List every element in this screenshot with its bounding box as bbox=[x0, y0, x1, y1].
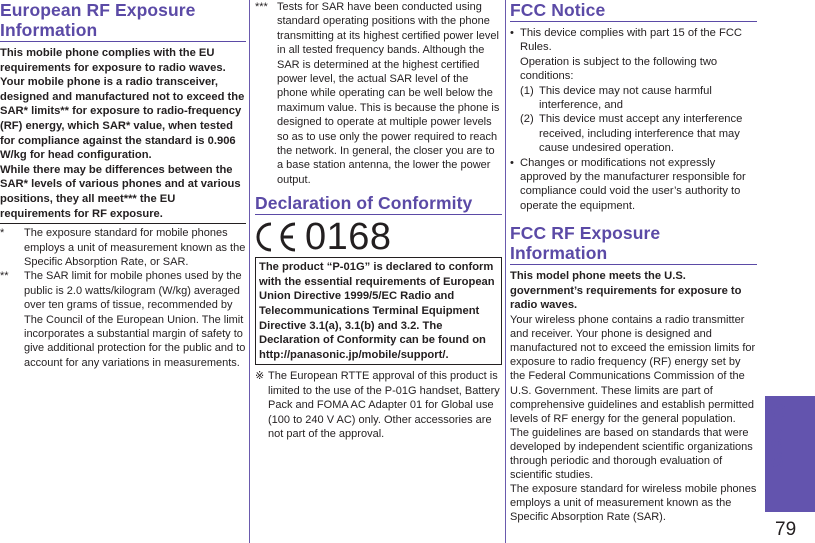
condition-text: This device may not cause harmful interference, and bbox=[539, 84, 712, 112]
condition-item bbox=[510, 112, 757, 155]
column-divider-1 bbox=[249, 0, 250, 543]
column-declaration bbox=[255, 0, 502, 441]
fcc-intro-bold: This model phone meets the U.S. government’s requirements for exposure to radio waves. bbox=[510, 270, 742, 312]
fcc-body-text: Your wireless phone contains a radio transmitter and receiver. Your phone is designed and manufactured not to exceed the emission limits for exposure to radio frequency (RF) energy set by the Federal Communications Commission of the U.S. Government. These limits are part of comprehensive guidelines and establish permitted levels of RF energy for the general population. The guidelines are based on standards that were developed by independent scientific organizations through periodic and thorough evaluation of scientific studies. bbox=[510, 314, 756, 482]
note-text: Tests for SAR have been conducted using standard operating positions with the phone transmitting at its highest certified power level in all tested frequency bands. Although the SAR is determined at the highest certified power level, the actual SAR level of the phone while operating can be well below the maximum value. This is because the phone is designed to operate at multiple power levels so as to use only the power required to reach the network. In general, the closer you are to a base station antenna, the lower the power output. bbox=[277, 1, 500, 186]
note-item bbox=[0, 226, 246, 269]
bullet-item bbox=[510, 156, 757, 214]
bullet-item bbox=[510, 26, 757, 55]
condition-mark: (2) bbox=[520, 113, 534, 126]
condition-text: This device must accept any interference received, including interference that may cause undesired operation. bbox=[539, 113, 743, 155]
note-mark: *** bbox=[255, 1, 268, 13]
rtte-note bbox=[255, 369, 502, 441]
note-item bbox=[0, 269, 246, 370]
condition-mark: (1) bbox=[520, 84, 534, 97]
section-title-fcc-notice: FCC Notice bbox=[510, 0, 757, 22]
ce-mark-row bbox=[255, 216, 502, 259]
notes-list bbox=[0, 223, 246, 370]
column-fcc bbox=[510, 0, 757, 524]
section-title-fcc-rf: FCC RF Exposure Information bbox=[510, 223, 757, 265]
bullet-icon: • bbox=[510, 27, 514, 39]
section-title-european-rf: European RF Exposure Information bbox=[0, 0, 246, 42]
note-text: The SAR limit for mobile phones used by the public is 2.0 watts/kilogram (W/kg) averaged over ten grams of tissue, recommended by The Council of the European Union. The limit incorporates a substantial margin of safety to give additional protection for the public and to account for any variations in measurements. bbox=[24, 270, 246, 369]
reference-mark-icon: ※ bbox=[255, 370, 265, 383]
bullet-text: This device complies with part 15 of the FCC Rules. bbox=[520, 27, 742, 54]
notified-body-number: 0168 bbox=[305, 216, 392, 259]
note-item bbox=[255, 0, 502, 187]
section-title-declaration: Declaration of Conformity bbox=[255, 193, 502, 215]
fcc-body-text-2: The exposure standard for wireless mobile phones employs a unit of measurement known as the Specific Absorption Rate (SAR). bbox=[510, 483, 757, 524]
ce-logo-icon bbox=[255, 221, 303, 253]
bullet-subtext: Operation is subject to the following two conditions: bbox=[520, 55, 718, 83]
eu-intro-bold-2: While there may be differences between the SAR* levels of various phones and at various positions, they all meet*** the EU requirements for RF exposure. bbox=[0, 163, 241, 220]
rtte-text: The European RTTE approval of this product is limited to the use of the P-01G handset, Battery Pack and FOMA AC Adapter 01 for Global use (100 to 240 V AC) only. Other accessories are not part of the approval. bbox=[268, 370, 500, 441]
bullet-icon: • bbox=[510, 156, 514, 169]
condition-item bbox=[510, 84, 757, 113]
bullet-text: Changes or modifications not expressly approved by the manufacturer responsible for compliance could void the user’s authority to operate the equipment. bbox=[520, 156, 746, 212]
page-number: 79 bbox=[775, 519, 797, 540]
fcc-notice-list bbox=[510, 26, 757, 213]
side-tab-label bbox=[757, 380, 797, 490]
note-text: The exposure standard for mobile phones employs a unit of measurement known as the Specific Absorption Rate, or SAR. bbox=[24, 227, 246, 268]
column-divider-2 bbox=[505, 0, 506, 543]
side-tab-text: Others bbox=[766, 402, 789, 468]
note-mark: * bbox=[0, 227, 5, 240]
declaration-box: The product “P-01G” is declared to conform with the essential requirements of European Union Directive 1999/5/EC Radio and Telecommunications Terminal Equipment Directive 3.1(a), 3.1(b) and 3.2. The Declaration of Conformity can be found on http://panasonic.jp/mobile/support/. bbox=[255, 257, 502, 365]
note-mark: ** bbox=[0, 270, 9, 283]
column-european-rf bbox=[0, 0, 246, 370]
eu-intro-bold: This mobile phone complies with the EU requirements for exposure to radio waves. Your mobile phone is a radio transceiver, designed and manufactured not to exceed the SAR* limits** for exposure to radio-frequency (RF) energy, which SAR* value, when tested for compliance against the standard is 0.906 W/kg for head configuration. bbox=[0, 47, 245, 162]
